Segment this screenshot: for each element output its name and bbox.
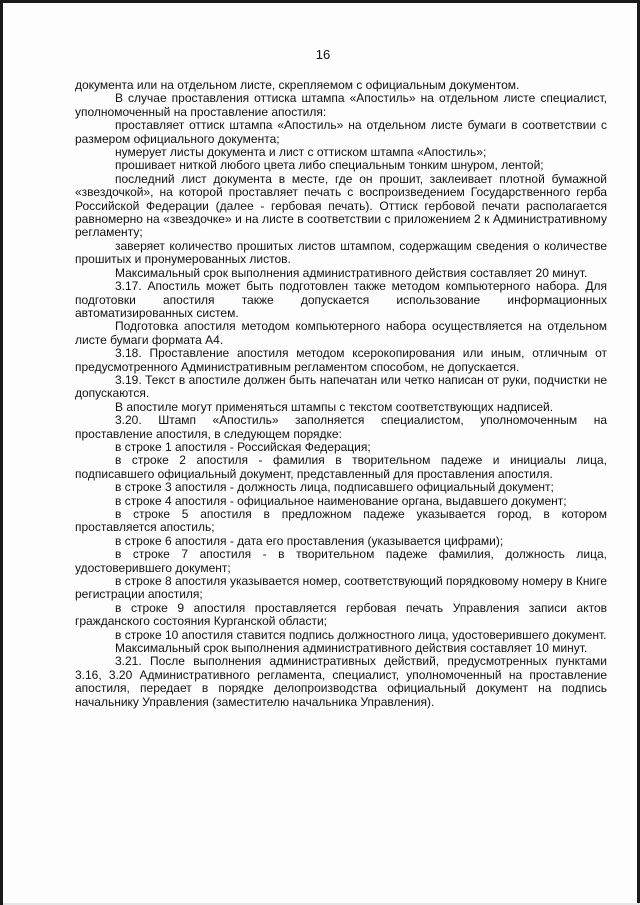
paragraph-p15: в строке 2 апостиля - фамилия в творительном падеже и инициалы лица, подписавшего официальный документ, представленный для проставления апостиля. [75, 453, 607, 481]
paragraph-p24: Максимальный срок выполнения административного действия составляет 10 минут. [115, 641, 588, 656]
paragraph-p23: в строке 10 апостиля ставится подпись должностного лица, удостоверившего документ. [115, 627, 607, 642]
paragraph-p6: заверяет количество прошитых листов штампом, содержащим сведения о количестве прошитых и пронумерованных листов. [75, 238, 607, 267]
paragraph-p3: нумерует листы документа и лист с оттиском штампа «Апостиль»; [115, 145, 487, 160]
paragraph-p7: Максимальный срок выполнения административного действия составляет 20 минут. [115, 265, 588, 280]
paragraph-p2: проставляет оттиск штампа «Апостиль» на отдельном листе бумаги в соответствии с размером официального документа; [75, 118, 607, 146]
paragraph-p0: документа или на отдельном листе, скрепляемом с официальным документом. [75, 78, 520, 92]
paragraph-p13: 3.20. Штамп «Апостиль» заполняется специалистом, уполномоченным на проставление апостиля, в следующем порядке: [75, 413, 607, 441]
paragraph-p9: Подготовка апостиля методом компьютерного набора осуществляется на отдельном листе бумаги формата А4. [75, 319, 607, 347]
paragraph-p11: 3.19. Текст в апостиле должен быть напечатан или четко написан от руки, подчистки не допускаются. [75, 372, 607, 401]
paragraph-p19: в строке 6 апостиля - дата его проставления (указывается цифрами); [115, 533, 504, 548]
paragraph-p22: в строке 9 апостиля проставляется гербовая печать Управления записи актов гражданского состояния Курганской области; [75, 600, 607, 629]
paragraph-p21: в строке 8 апостиля указывается номер, соответствующий порядковому номеру в Книге регистрации апостиля; [75, 574, 607, 602]
paragraph-p25: 3.21. После выполнения административных действий, предусмотренных пунктами 3.16, 3.20 Административного регламента, специалист, уполномоченный на проставление апостиля, передает в порядке делопроизводства официальный документ на подпись начальнику Управления (заместителю начальника Управления). [75, 654, 607, 709]
paragraph-p20: в строке 7 апостиля - в творительном падеже фамилия, должность лица, удостоверившего документ; [75, 547, 607, 575]
paragraph-p14: в строке 1 апостиля - Российская Федерация; [115, 439, 371, 454]
paragraph-p12: В апостиле могут применяться штампы с текстом соответствующих надписей. [115, 399, 554, 414]
paragraph-p18: в строке 5 апостиля в предложном падеже указывается город, в котором проставляется апостиль; [75, 507, 607, 535]
paragraph-p16: в строке 3 апостиля - должность лица, подписавшего официальный документ; [115, 480, 554, 495]
paragraph-p4: прошивает ниткой любого цвета либо специальным тонким шнуром, лентой; [115, 158, 544, 173]
paragraph-p5: последний лист документа в месте, где он прошит, заклеивает плотной бумажной «звездочкой», на которой проставляет печать с воспроизведением Государственного герба Российской Федерации (далее - гербовая печать). Оттиск гербовой печати располагается равномерно на «звездочке» и на листе в соответствии с приложением 2 к Административному регламенту; [75, 171, 607, 240]
paragraph-p10: 3.18. Проставление апостиля методом ксерокопирования или иным, отличным от предусмотренного Административным регламентом способом, не допускается. [75, 346, 607, 374]
paragraph-p17: в строке 4 апостиля - официальное наименование органа, выдавшего документ; [115, 493, 567, 508]
paragraph-p8: 3.17. Апостиль может быть подготовлен также методом компьютерного набора. Для подготовки апостиля также допускается использование информационных автоматизированных систем. [75, 279, 607, 320]
page-number: 16 [315, 47, 331, 62]
document-body [75, 79, 607, 709]
paragraph-p1: В случае проставления оттиска штампа «Апостиль» на отдельном листе специалист, уполномоченный на проставление апостиля: [75, 91, 607, 119]
